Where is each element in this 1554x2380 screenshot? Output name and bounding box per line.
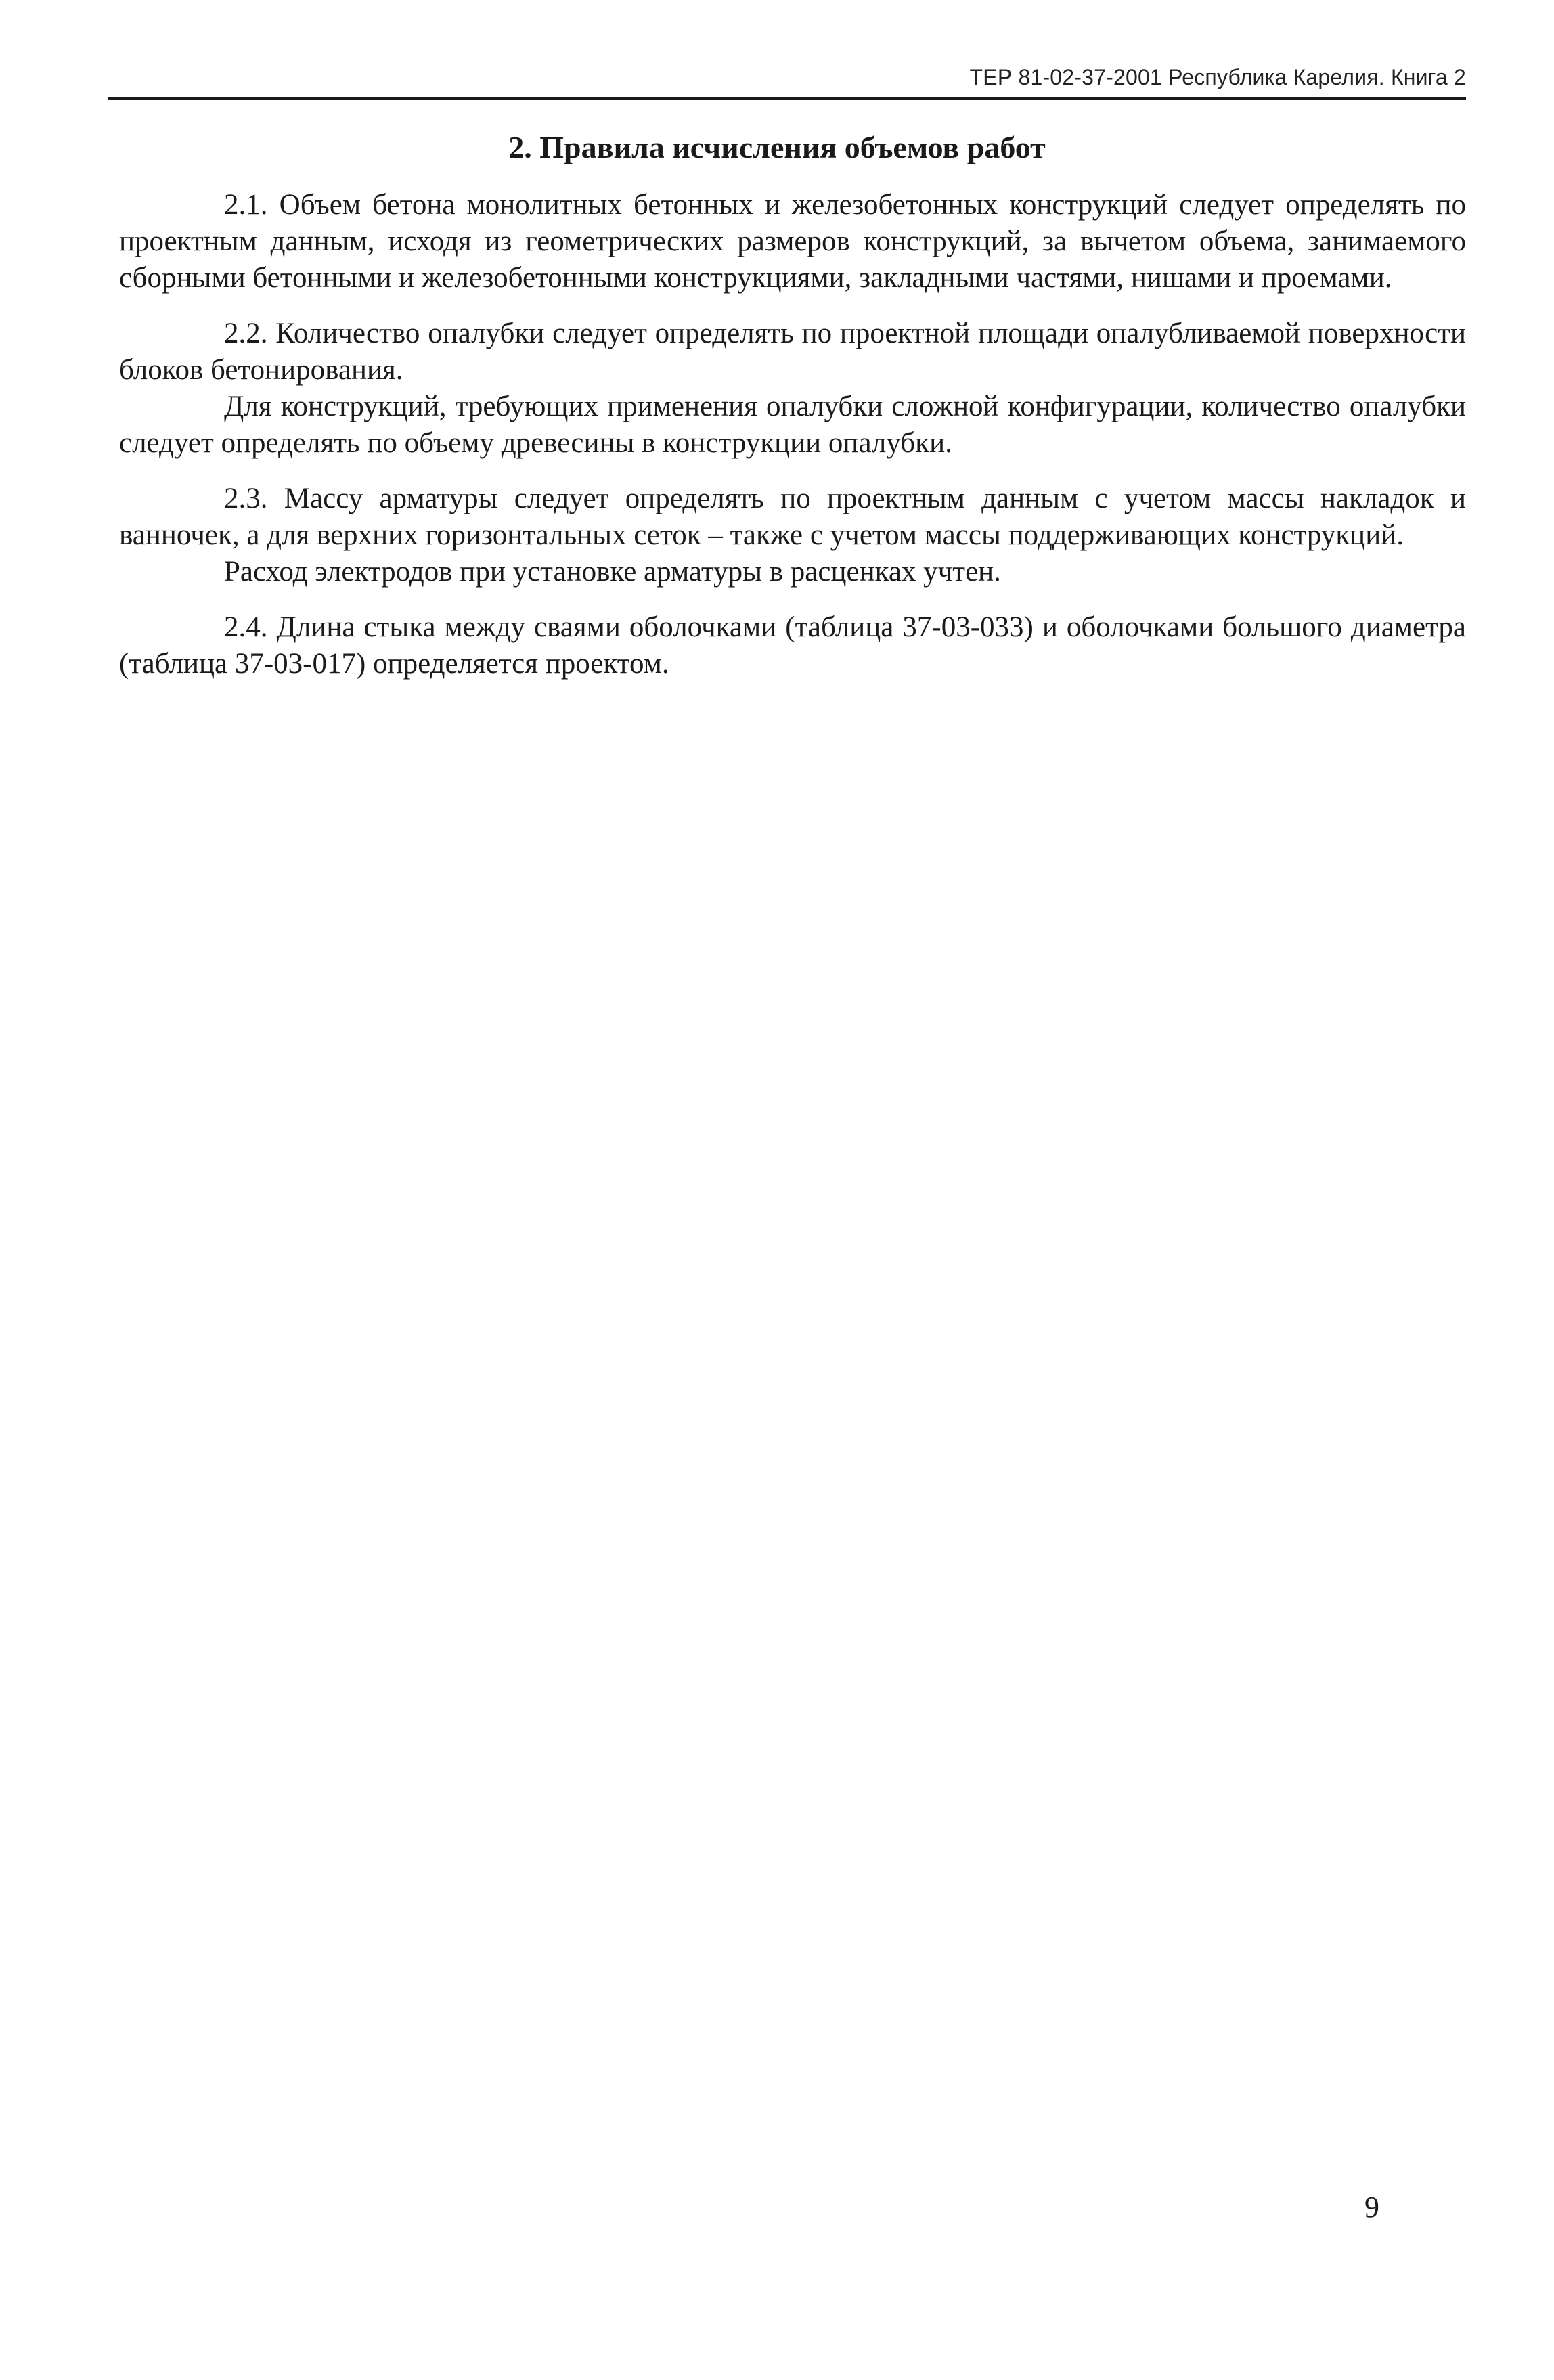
paragraph-2-4: 2.4. Длина стыка между сваями оболочками (таблица 37-03-033) и оболочками большого диаметра (таблица 37-03-017) определяется проектом. <box>119 611 1466 680</box>
paragraph-2-1: 2.1. Объем бетона монолитных бетонных и железобетонных конструкций следует определять по проектным данным, исходя из геометрических размеров конструкций, за вычетом объема, занимаемого сборными бетонными и железобетонными конструкциями, закладными частями, нишами и проемами. <box>119 189 1466 294</box>
paragraph-2-3: 2.3. Массу арматуры следует определять по проектным данным с учетом массы накладок и ванночек, а для верхних горизонтальных сеток – также с учетом массы поддерживающих конструкций. <box>119 483 1466 551</box>
running-header-title: ТЕР 81-02-37-2001 Республика Карелия. Книга 2 <box>969 65 1466 89</box>
section-title: 2. Правила исчисления объемов работ <box>508 130 1046 164</box>
paragraph-2-3-continuation: Расход электродов при установке арматуры в расценках учтен. <box>224 556 1001 588</box>
page-number: 9 <box>1364 2190 1379 2224</box>
paragraph-2-2: 2.2. Количество опалубки следует определять по проектной площади опалубливаемой поверхности блоков бетонирования. <box>119 317 1466 386</box>
paragraph-2-2-continuation: Для конструкций, требующих применения опалубки сложной конфигурации, количество опалубки следует определять по объему древесины в конструкции опалубки. <box>119 391 1466 459</box>
section-body <box>119 187 1466 682</box>
running-header <box>108 62 1466 100</box>
